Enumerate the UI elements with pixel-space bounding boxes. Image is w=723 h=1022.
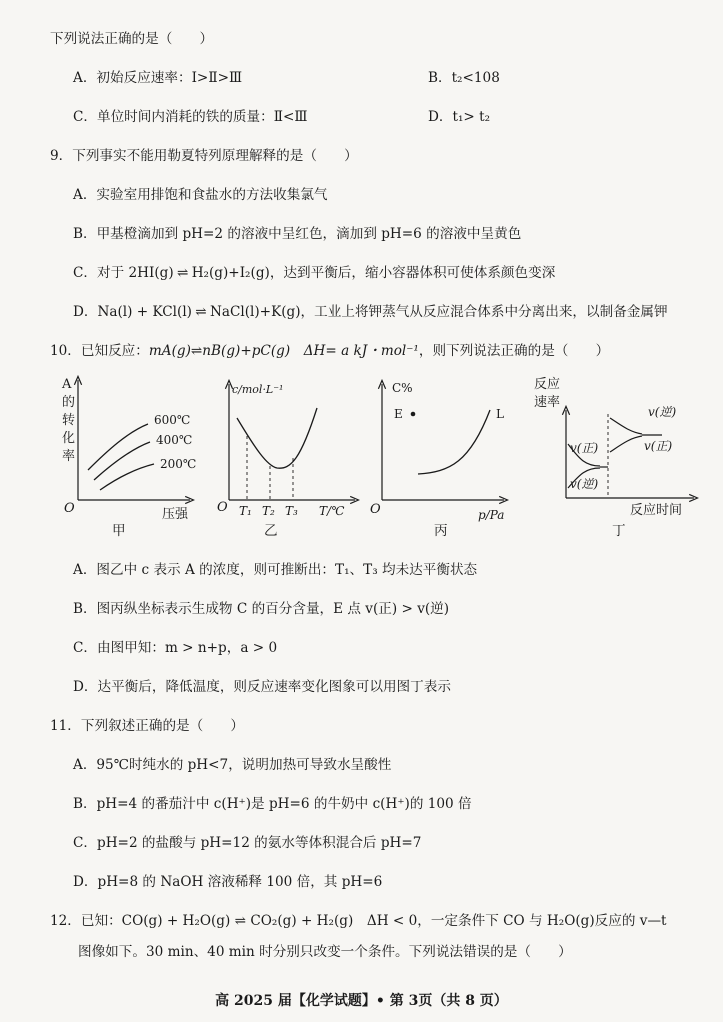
jia-origin: O [64, 501, 75, 516]
q10-option-c: C．由图甲知：m > n+p，a > 0 [73, 640, 278, 656]
question-9-stem: 9．下列事实不能用勒夏特列原理解释的是（ ） [50, 148, 358, 164]
bing-point-e-label: E [394, 407, 403, 421]
ding-y-label-2: 速率 [534, 395, 561, 410]
graph-yi [215, 378, 360, 523]
q11-option-c: C．pH=2 的盐酸与 pH=12 的氨水等体积混合后 pH=7 [73, 835, 422, 851]
ding-label-zheng-low: v(正) [570, 441, 599, 455]
ding-curve-zheng-up [610, 436, 642, 452]
q9-option-a: A．实验室用排饱和食盐水的方法收集氯气 [73, 187, 328, 203]
jia-ylabel-0: A [62, 377, 72, 392]
jia-y-label [61, 377, 75, 464]
q11-option-d: D．pH=8 的 NaOH 溶液稀释 100 倍，其 pH=6 [73, 874, 383, 890]
bing-y-label: C% [392, 381, 413, 395]
q8-option-b: B．t₂<108 [428, 70, 500, 86]
q10-option-a: A．图乙中 c 表示 A 的浓度，则可推断出：T₁、T₃ 均未达平衡状态 [73, 562, 478, 578]
graph-jia-name: 甲 [112, 523, 126, 539]
yi-tick-t1: T₁ [239, 504, 252, 518]
jia-curve-label-400: 400℃ [156, 433, 193, 447]
equilibrium-arrow-icon: ⇌ [195, 304, 207, 320]
yi-curve [237, 408, 317, 468]
graph-ding [530, 372, 700, 520]
q8-option-d: D．t₁> t₂ [428, 109, 491, 125]
q9-option-b: B．甲基橙滴加到 pH=2 的溶液中呈红色，滴加到 pH=6 的溶液中呈黄色 [73, 226, 522, 242]
graph-jia [58, 372, 198, 522]
jia-ylabel-3: 化 [62, 431, 76, 446]
bing-origin: O [370, 502, 381, 517]
ding-label-ni-low: v(逆) [570, 477, 599, 491]
jia-ylabel-4: 率 [62, 449, 76, 464]
q8-option-a: A．初始反应速率：Ⅰ>Ⅱ>Ⅲ [73, 70, 243, 86]
question-12-line-1: 12．已知：CO(g) + H₂O(g) ⇌ CO₂(g) + H₂(g) ΔH < 0，一定条件下 CO 与 H₂O(g)反应的 v—t [50, 913, 667, 929]
equilibrium-arrow-icon: ⇌ [176, 265, 189, 281]
yi-x-label: T/℃ [319, 504, 345, 518]
q8-option-c: C．单位时间内消耗的铁的质量：Ⅱ<Ⅲ [73, 109, 308, 125]
question-10-stem: 10．已知反应：mA(g)⇌nB(g)+pC(g) ΔH= a kJ・mol⁻¹，则下列说法正确的是（ ） [50, 343, 610, 359]
q11-option-b: B．pH=4 的番茄汁中 c(H⁺)是 pH=6 的牛奶中 c(H⁺)的 100 倍 [73, 796, 472, 812]
ding-label-zheng-up: v(正) [644, 439, 673, 453]
graph-bing-name: 丙 [434, 523, 448, 539]
question-12-line-2: 图像如下。30 min、40 min 时分别只改变一个条件。下列说法错误的是（ ） [78, 944, 572, 960]
jia-curve-400 [94, 442, 150, 480]
graph-yi-name: 乙 [264, 523, 278, 539]
question-8-stem-tail: 下列说法正确的是（ ） [50, 31, 214, 47]
jia-curve-label-600: 600℃ [154, 413, 191, 427]
bing-curve [418, 410, 490, 474]
yi-y-label: c/mol·L⁻¹ [232, 383, 284, 396]
q10-option-d: D．达平衡后，降低温度，则反应速率变化图象可以用图丁表示 [73, 679, 451, 695]
jia-ylabel-1: 的 [62, 395, 76, 410]
question-11-stem: 11．下列叙述正确的是（ ） [50, 718, 245, 734]
q11-option-a: A．95℃时纯水的 pH<7，说明加热可导致水呈酸性 [73, 757, 392, 773]
bing-x-label: p/Pa [478, 508, 505, 522]
page-footer: 高 2025 届【化学试题】• 第 3页（共 8 页） [215, 993, 508, 1009]
yi-tick-t3: T₃ [285, 504, 298, 518]
jia-x-label: 压强 [162, 507, 189, 522]
yi-tick-t2: T₂ [262, 504, 275, 518]
bing-point-l-label: L [496, 407, 504, 421]
ding-label-ni-up: v(逆) [648, 405, 677, 419]
jia-ylabel-2: 转 [62, 413, 76, 428]
jia-curve-label-200: 200℃ [160, 457, 197, 471]
graph-bing [370, 378, 510, 523]
ding-y-label-1: 反应 [534, 377, 561, 392]
bing-point-e [411, 412, 416, 417]
ding-x-label: 反应时间 [630, 503, 683, 518]
q10-option-b: B．图丙纵坐标表示生成物 C 的百分含量，E 点 v(正) > v(逆) [73, 601, 450, 617]
graph-ding-name: 丁 [612, 523, 626, 539]
yi-origin: O [217, 500, 228, 515]
q9-option-d: D．Na(l) + KCl(l) ⇌ NaCl(l)+K(g)，工业上将钾蒸气从反应混合体系中分离出来，以制备金属钾 [73, 304, 668, 320]
ding-curve-ni-up [610, 418, 642, 434]
q9-option-c: C．对于 2HI(g) ⇌ H₂(g)+I₂(g)，达到平衡后，缩小容器体积可使体系颜色变深 [73, 265, 556, 281]
